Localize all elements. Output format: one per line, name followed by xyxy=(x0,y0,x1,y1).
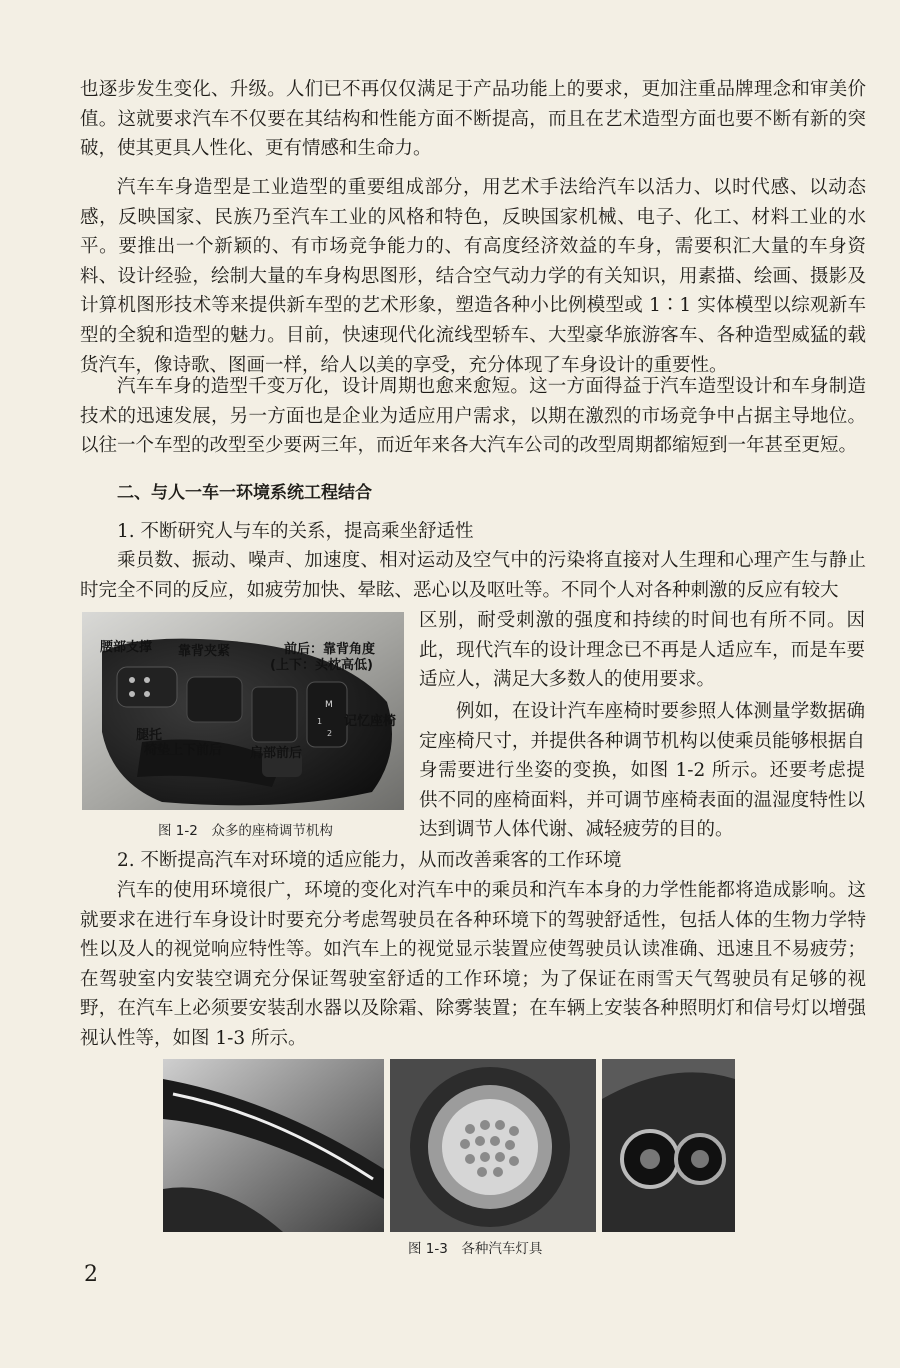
label-lumbar-support: 腰部支撑 xyxy=(100,640,153,655)
body-styling-paragraph: 汽车车身造型是工业造型的重要组成部分，用艺术手法给汽车以活力、以时代感、以动态感，反映国家、民族乃至汽车工业的风格和特色，反映国家机械、电子、化工、材料工业的水平。要推出一个新颖的、有市场竞争能力的、有高度经济效益的车身，需要积汇大量的车身资料、设计经验，绘制大量的车身构思图形，结合空气动力学的有关知识，用素描、绘画、摄影及计算机图形技术等来提供新车型的艺术形象，塑造各种小比例模型或 1∶1 实体模型以综观新车型的全貌和造型的魅力。目前，快速现代化流线型轿车、大型豪华旅游客车、各种造型威猛的载货汽车，像诗歌、图画一样，给人以美的享受，充分体现了车身设计的重要性。 xyxy=(80,177,866,376)
lamp-photo-3 xyxy=(602,1059,735,1232)
subsection-1-title: 1. 不断研究人与车的关系，提高乘坐舒适性 xyxy=(117,521,474,542)
seat-controls-photo xyxy=(82,612,404,810)
seat-design-paragraph: 例如，在设计汽车座椅时要参照人体测量学数据确定座椅尺寸，并提供各种调节机构以使乘员能够根据自身需要进行坐姿的变换，如图 1-2 所示。还要考虑提供不同的座椅面料，并可调节座椅表面的温湿度特性以达到调节人体代谢、减轻疲劳的目的。 xyxy=(419,701,865,841)
intro-paragraph: 也逐步发生变化、升级。人们已不再仅仅满足于产品功能上的要求，更加注重品牌理念和审美价值。这就要求汽车不仅要在其结构和性能方面不断提高，而且在艺术造型方面也要不断有新的突破，使其更具人性化、更有情感和生命力。 xyxy=(80,79,866,160)
subsection-1-paragraph: 乘员数、振动、噪声、加速度、相对运动及空气中的污染将直接对人生理和心理产生与静止时完全不同的反应，如疲劳加快、晕眩、恶心以及呕吐等。不同个人对各种刺激的反应有较大 xyxy=(80,550,866,601)
label-fore-aft: 前后：靠背角度 xyxy=(284,642,376,657)
svg-text:M: M xyxy=(325,700,333,710)
design-cycle-paragraph: 汽车车身的造型千变万化，设计周期也愈来愈短。这一方面得益于汽车造型设计和车身制造技术的迅速发展，另一方面也是企业为适应用户需求，以期在激烈的市场竞争中占据主导地位。以往一个车型的改型至少要两三年，而近年来各大汽车公司的改型周期都缩短到一年甚至更短。 xyxy=(80,376,866,457)
lamp-photo-2 xyxy=(390,1059,596,1232)
label-backrest-clamp: 靠背夹紧 xyxy=(178,644,231,659)
figure-1-3-caption: 图 1-3 各种汽车灯具 xyxy=(408,1241,543,1257)
label-leg-rest: 腿托 xyxy=(136,728,163,743)
lamp-photo-1 xyxy=(163,1059,384,1232)
round-lamp-drawing xyxy=(390,1059,596,1232)
label-memory-seat: 记忆座椅 xyxy=(344,714,397,729)
label-shoulder: 肩部前后 xyxy=(250,746,303,761)
subsection-2-paragraph: 汽车的使用环境很广，环境的变化对汽车中的乘员和汽车本身的力学性能都将造成影响。这就要求在进行车身设计时要充分考虑驾驶员在各种环境下的驾驶舒适性，包括人体的生物力学特性以及人的视觉响应特性等。如汽车上的视觉显示装置应使驾驶员认读准确、迅速且不易疲劳；在驾驶室内安装空调充分保证驾驶室舒适的工作环境；为了保证在雨雪天气驾驶员有足够的视野，在汽车上必须要安装刮水器以及除霜、除雾装置；在车辆上安装各种照明灯和信号灯以增强视认性等，如图 1-3 所示。 xyxy=(80,880,866,1049)
figure-1-2-caption: 图 1-2 众多的座椅调节机构 xyxy=(158,823,333,839)
subsection-2-title: 2. 不断提高汽车对环境的适应能力，从而改善乘客的工作环境 xyxy=(117,850,622,871)
headlamp-drawing-1 xyxy=(163,1059,384,1232)
page-number: 2 xyxy=(84,1262,98,1287)
section-heading: 二、与人一车一环境系统工程结合 xyxy=(117,483,372,503)
label-headrest: (上下：头枕高低) xyxy=(270,658,373,673)
svg-text:1: 1 xyxy=(317,717,323,726)
svg-text:2: 2 xyxy=(327,729,333,738)
label-cushion: 椅垫上下前后 xyxy=(144,743,223,758)
projector-lamp-drawing xyxy=(602,1059,735,1232)
subsection-1-paragraph-continued: 区别，耐受刺激的强度和持续的时间也有所不同。因此，现代汽车的设计理念已不再是人适应车，而是车要适应人，满足大多数人的使用要求。 xyxy=(419,610,865,691)
